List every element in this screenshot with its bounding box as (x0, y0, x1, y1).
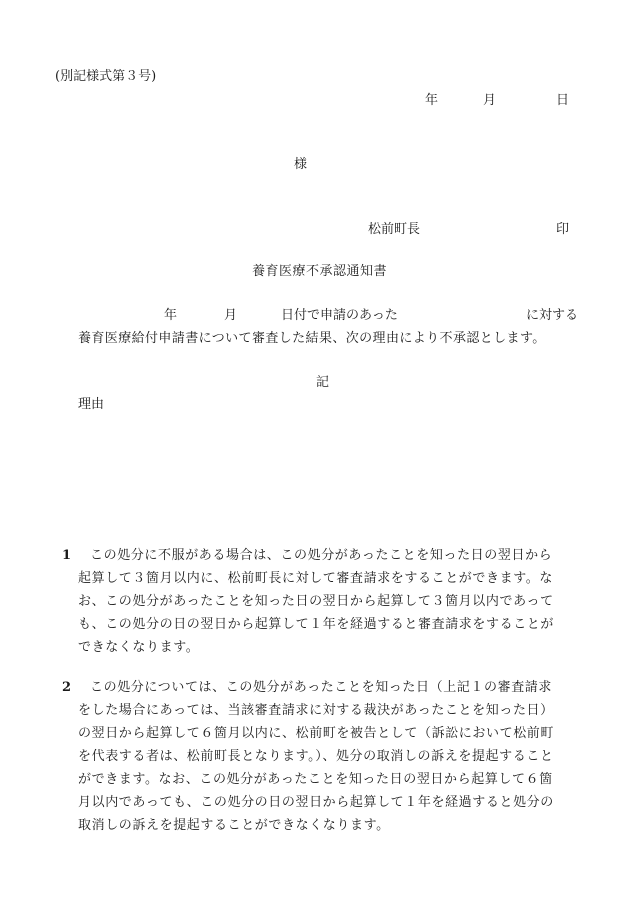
seal-mark: 印 (556, 222, 570, 237)
addressee-honorific: 様 (294, 157, 308, 172)
note-2-line-6: 月以内であっても、この処分の日の翌日から起算して１年を経過すると処分の (78, 795, 554, 810)
intro-month-label: 月 (224, 308, 238, 323)
date-year-label: 年 (425, 93, 439, 108)
note-1-line-4: も、この処分の日の翌日から起算して１年を経過すると審査請求をすることが (78, 617, 555, 632)
intro-dated-text: 日付で申請のあった (281, 308, 398, 323)
note-1-line-5: できなくなります。 (78, 640, 200, 655)
note-1-number: 1 (62, 548, 72, 563)
document-title: 養育医療不承認通知書 (252, 264, 388, 279)
note-2-line-7: 取消しの訴えを提起することができなくなります。 (78, 818, 390, 833)
intro-regarding-text: に対する (526, 308, 579, 323)
form-label: (別記様式第３号) (55, 69, 157, 84)
note-2-line-2: をした場合にあっては、当該審査請求に対する裁決があったことを知った日） (78, 703, 554, 718)
note-1-line-3: お、この処分があったことを知った日の翌日から起算して３箇月以内であって (78, 594, 554, 609)
note-2-line-5: ができます。なお、この処分があったことを知った日の翌日から起算して６箇 (78, 772, 553, 787)
ki-marker: 記 (316, 375, 330, 390)
issuer-name: 松前町長 (368, 222, 421, 237)
note-2-line-3: の翌日から起算して６箇月以内に、松前町を被告として（訴訟において松前町 (78, 726, 555, 741)
note-2-line-4: を代表する者は、松前町長となります。）、処分の取消しの訴えを提起すること (78, 749, 554, 764)
reason-label: 理由 (78, 397, 105, 412)
intro-year-label: 年 (164, 308, 178, 323)
note-2-number: 2 (62, 680, 72, 695)
date-day-label: 日 (556, 93, 570, 108)
note-2-line-1: この処分については、この処分があったことを知った日（上記１の審査請求 (90, 680, 553, 695)
note-1-line-1: この処分に不服がある場合は、この処分があったことを知った日の翌日から (90, 548, 553, 563)
note-1-line-2: 起算して３箇月以内に、松前町長に対して審査請求をすることができます。な (78, 571, 553, 586)
date-month-label: 月 (483, 93, 497, 108)
intro-line-2: 養育医療給付申請書について審査した結果、次の理由により不承認とします。 (78, 331, 546, 346)
